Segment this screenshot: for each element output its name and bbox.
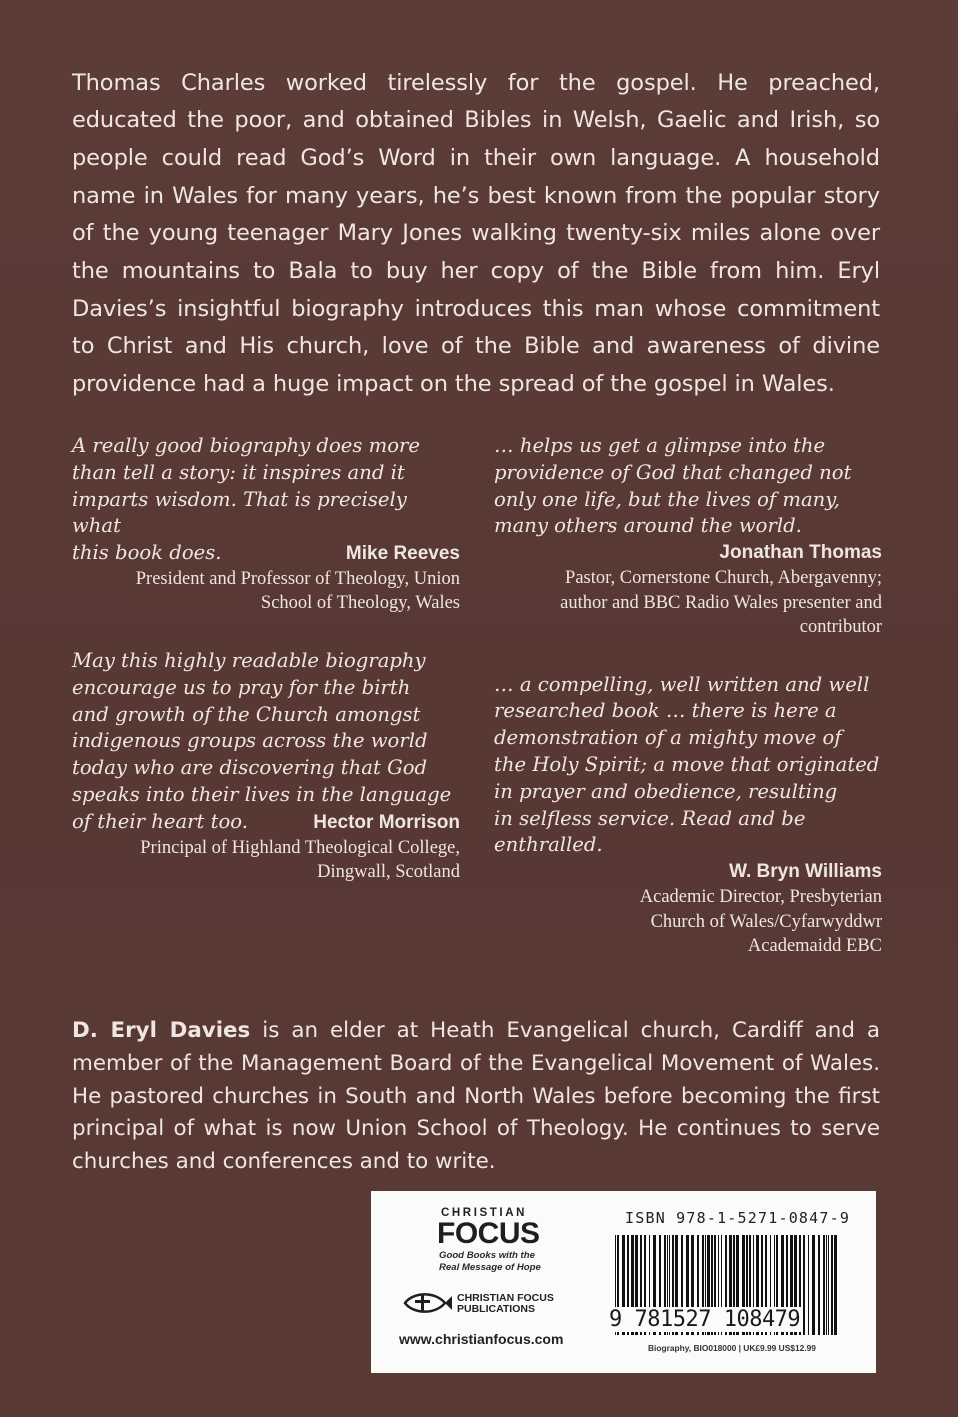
barcode-bar <box>808 1235 809 1335</box>
author-bio <box>72 1015 880 1178</box>
endorsement-morrison <box>72 648 460 885</box>
author-bio-text: is an elder at Heath Evangelical church, Cardiff and a member of the Management Board of the Evangelical Movement of Wales. He pastored churches in South and North Wales before becoming the first principal of what is now Union School of Theology. He continues to serve churches and conferences and to write. <box>72 1018 880 1174</box>
imprint-line: CHRISTIAN FOCUS <box>457 1292 554 1304</box>
role-line: contributor <box>799 617 882 638</box>
quote-line: the Holy Spirit; a move that originated <box>494 753 880 777</box>
quote-line: of their heart too. <box>72 809 248 833</box>
quote-line: this book does. <box>72 541 222 565</box>
publisher-brand-top: CHRISTIAN <box>441 1207 528 1219</box>
quote-line: only one life, but the lives of many, <box>494 487 840 511</box>
barcode-bar <box>812 1235 815 1335</box>
endorsement-quote <box>72 648 460 836</box>
barcode-bar <box>823 1235 825 1335</box>
quote-line: than tell a story: it inspires and it <box>72 460 405 484</box>
quote-line: in prayer and obedience, resulting <box>494 779 838 803</box>
endorsement-quote <box>494 433 882 540</box>
quote-line: today who are discovering that God <box>72 756 428 780</box>
quote-line: and growth of the Church amongst <box>72 702 421 726</box>
quote-line: … a compelling, well written and well <box>494 672 870 696</box>
quote-line: researched book … there is here a <box>494 699 837 723</box>
quote-line: many others around the world. <box>494 514 802 538</box>
endorsements-right-column <box>494 433 882 959</box>
tagline-line: Good Books with the <box>439 1250 535 1261</box>
role-line: Pastor, Cornerstone Church, Abergavenny; <box>565 568 882 589</box>
quote-line: speaks into their lives in the language <box>72 782 452 806</box>
role-line: Academaidd EBC <box>747 936 882 957</box>
imprint-line: PUBLICATIONS <box>457 1303 535 1315</box>
publisher-tagline <box>439 1250 541 1274</box>
quote-line: imparts wisdom. That is precisely what <box>72 487 407 538</box>
barcode-bar <box>828 1235 829 1335</box>
barcode-digits: 9 781527 108479 <box>609 1307 801 1332</box>
endorser-role <box>72 567 460 616</box>
quote-line: demonstration of a mighty move of <box>494 726 842 750</box>
endorsement-reeves <box>72 433 460 616</box>
endorsement-williams <box>494 672 882 959</box>
publisher-brand-main: FOCUS <box>437 1217 540 1250</box>
role-line: author and BBC Radio Wales presenter and <box>560 592 882 613</box>
category-price: Biography, BIO018000 | UK£9.99 US$12.99 <box>648 1343 816 1353</box>
quote-line: encourage us to pray for the birth <box>72 675 411 699</box>
publisher-imprint <box>457 1293 554 1315</box>
isbn-label: ISBN 978-1-5271-0847-9 <box>625 1209 851 1227</box>
barcode-bar <box>831 1235 833 1335</box>
quote-line: … helps us get a glimpse into the <box>494 434 826 457</box>
endorser-role <box>72 836 460 885</box>
endorsement-thomas <box>494 433 882 640</box>
quote-line: May this highly readable biography <box>72 648 426 672</box>
endorser-name: Mike Reeves <box>345 542 460 564</box>
barcode-bar <box>834 1235 837 1335</box>
publisher-website: www.christianfocus.com <box>399 1331 564 1347</box>
quote-line: in selfless service. Read and be <box>494 806 806 830</box>
endorser-role <box>494 885 882 959</box>
fish-icon <box>401 1289 453 1317</box>
role-line: Principal of Highland Theological College, <box>140 837 460 858</box>
endorsement-quote <box>494 672 882 860</box>
role-line: Dingwall, Scotland <box>317 862 460 883</box>
role-line: School of Theology, Wales <box>260 593 460 614</box>
role-line: Academic Director, Presbyterian <box>639 887 882 908</box>
endorser-role <box>494 566 882 640</box>
barcode-bar <box>818 1235 820 1335</box>
endorser-name: Hector Morrison <box>313 811 460 833</box>
endorser-name: Jonathan Thomas <box>719 542 882 564</box>
endorsements-left-column <box>72 433 460 885</box>
tagline-line: Real Message of Hope <box>439 1262 541 1273</box>
quote-line: enthralled. <box>494 833 603 857</box>
quote-line: indigenous groups across the world <box>72 729 428 753</box>
endorser-name: W. Bryn Williams <box>729 861 882 883</box>
blurb-text: Thomas Charles worked tirelessly for the gospel. He preached, educated the poor, and obtained Bibles in Welsh, Gaelic and Irish, so people could read God’s Word in their own language. A household name in Wales for many years, he’s best known from the popular story of the young teenager Mary Jones walking twenty-six miles alone over the mountains to Bala to buy her copy of the Bible from him. Eryl Davies’s insightful biography introduces this man whose commitment to Christ and His church, love of the Bible and awareness of divine providence had a huge impact on the spread of the gospel in Wales. <box>72 69 880 398</box>
role-line: President and Professor of Theology, Union <box>135 568 460 589</box>
quote-line: providence of God that changed not <box>494 460 852 484</box>
barcode-bar <box>803 1235 805 1335</box>
quote-line: A really good biography does more <box>72 434 420 457</box>
author-name: D. Eryl Davies <box>72 1018 251 1044</box>
barcode-bar <box>826 1235 827 1335</box>
role-line: Church of Wales/Cyfarwyddwr <box>650 911 882 932</box>
publisher-barcode-box <box>371 1191 876 1373</box>
